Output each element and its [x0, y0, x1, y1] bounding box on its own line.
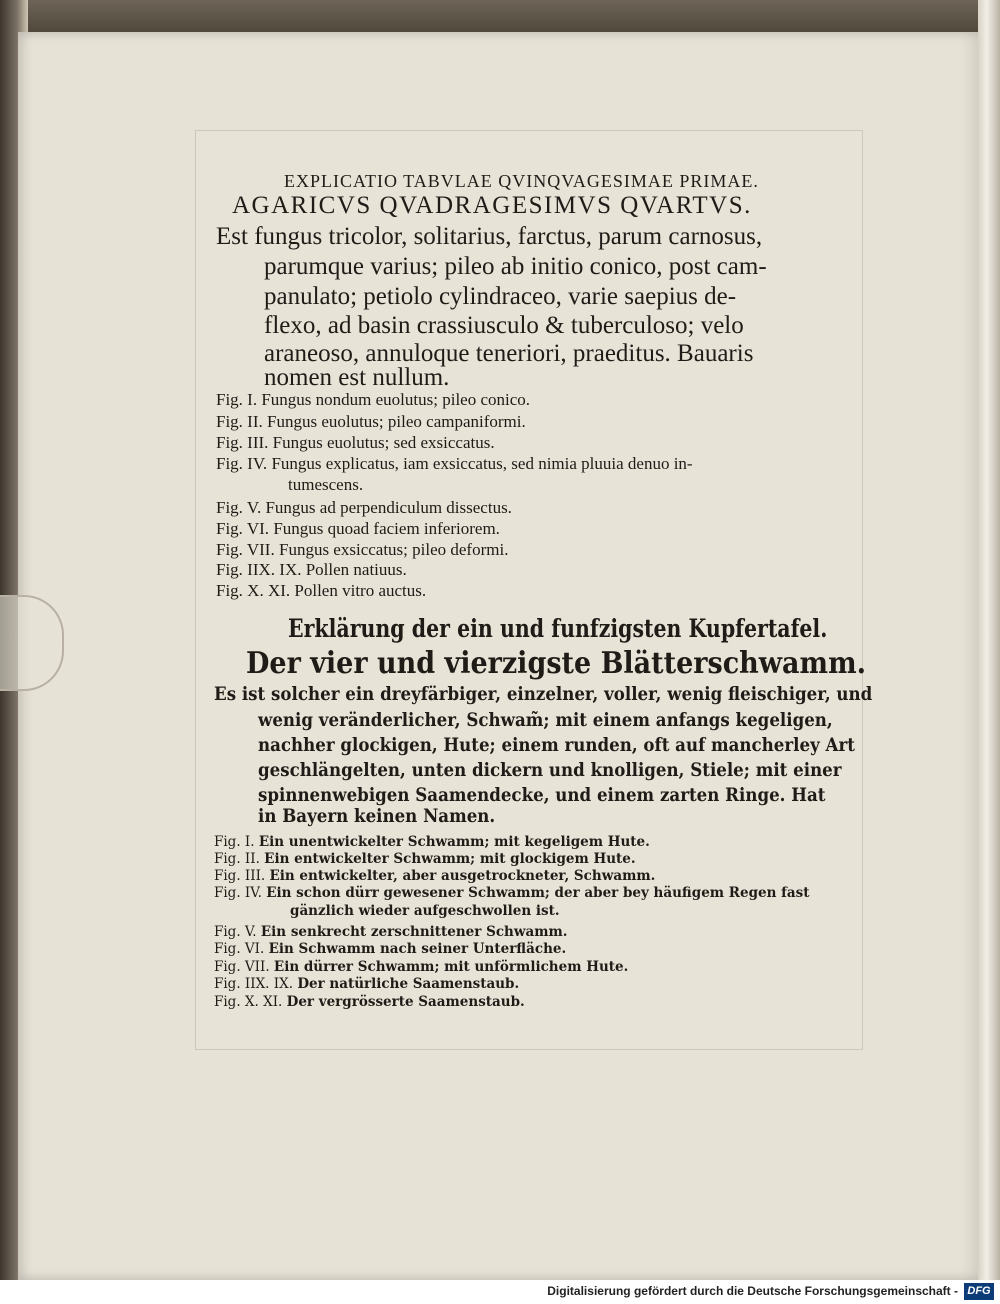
latin-fig-row — [216, 454, 693, 474]
german-fig-row — [214, 851, 636, 867]
german-fig-row — [214, 994, 525, 1010]
fig-label: Fig. IV. — [214, 885, 262, 901]
fig-text: Pollen vitro auctus. — [294, 581, 427, 600]
fig-text: gänzlich wieder aufgeschwollen ist. — [290, 903, 560, 919]
fig-label: Fig. V. — [216, 498, 262, 517]
fig-text: Der vergrösserte Saamenstaub. — [286, 994, 525, 1010]
latin-fig-row — [216, 540, 508, 560]
latin-paragraph-line: flexo, ad basin crassiusculo & tuberculoso; velo — [264, 312, 744, 339]
fig-text: Ein dürrer Schwamm; mit unförmlichem Hute. — [273, 959, 629, 975]
german-paragraph-line: wenig veränderlicher, Schwam̃; mit einem anfangs kegeligen, — [258, 710, 833, 731]
latin-fig-row — [216, 560, 407, 580]
latin-paragraph-line: nomen est nullum. — [264, 364, 450, 391]
fig-text: Fungus exsiccatus; pileo deformi. — [278, 540, 509, 559]
german-fig-row — [214, 941, 566, 957]
latin-paragraph-line: parumque varius; pileo ab initio conico, post cam- — [264, 253, 767, 280]
german-paragraph-line: nachher glockigen, Hute; einem runden, oft auf mancherley Art — [258, 735, 855, 756]
fig-label: Fig. VI. — [214, 941, 265, 957]
fig-text: Ein unentwickelter Schwamm; mit kegeligem Hute. — [258, 834, 650, 850]
fig-text: Pollen natiuus. — [305, 560, 407, 579]
german-fig-row — [214, 885, 810, 901]
latin-fig-row — [216, 498, 512, 518]
latin-fig-row — [216, 581, 426, 601]
fig-text: Fungus euolutus; pileo campaniformi. — [267, 412, 526, 431]
fig-text: Der natürliche Saamenstaub. — [297, 976, 520, 992]
fig-label: Fig. X. XI. — [216, 581, 291, 600]
latin-fig-row — [288, 475, 363, 495]
fig-label: Fig. VII. — [214, 959, 270, 975]
fig-text: Ein entwickelter, aber ausgetrockneter, Schwamm. — [269, 868, 656, 884]
fig-label: Fig. V. — [214, 924, 257, 940]
latin-paragraph-line: panulato; petiolo cylindraceo, varie saepius de- — [264, 283, 737, 310]
fig-text: Ein Schwamm nach seiner Unterfläche. — [268, 941, 567, 957]
latin-fig-row — [216, 433, 495, 453]
fig-label: Fig. I. — [214, 834, 255, 850]
german-fig-row — [214, 976, 519, 992]
footer-bar — [0, 1280, 1000, 1304]
page-edge — [978, 0, 1000, 1304]
german-fig-row — [214, 868, 655, 884]
latin-heading: AGARICVS QVADRAGESIMVS QVARTVS. — [232, 192, 752, 219]
latin-fig-row — [216, 412, 526, 432]
fig-text: Ein entwickelter Schwamm; mit glockigem Hute. — [264, 851, 636, 867]
latin-paragraph-line: araneoso, annuloque teneriori, praeditus. Bauaris — [264, 340, 754, 367]
fig-label: Fig. VII. — [216, 540, 275, 559]
fig-text: Fungus ad perpendiculum dissectus. — [265, 498, 512, 517]
fig-label: Fig. X. XI. — [214, 994, 283, 1010]
latin-title: EXPLICATIO TABVLAE QVINQVAGESIMAE PRIMAE. — [284, 171, 759, 191]
fig-label: Fig. VI. — [216, 519, 270, 538]
german-fig-row — [214, 834, 650, 850]
german-paragraph-line: geschlängelten, unten dickern und knolligen, Stiele; mit einer — [258, 760, 842, 781]
german-fig-row — [214, 924, 568, 940]
latin-fig-row — [216, 390, 530, 410]
fig-label: Fig. II. — [214, 851, 260, 867]
fig-text: Fungus nondum euolutus; pileo conico. — [261, 390, 531, 409]
fig-label: Fig. I. — [216, 390, 258, 409]
fig-label: Fig. III. — [216, 433, 269, 452]
german-paragraph-line: in Bayern keinen Namen. — [258, 806, 496, 827]
german-title: Erklärung der ein und funfzigsten Kupfertafel. — [288, 614, 828, 643]
fig-label: Fig. IV. — [216, 454, 268, 473]
german-paragraph-line: Es ist solcher ein dreyfärbiger, einzelner, voller, wenig fleischiger, und — [214, 684, 873, 705]
fig-text: Fungus euolutus; sed exsiccatus. — [272, 433, 495, 452]
dfg-logo-icon: DFG — [964, 1283, 994, 1300]
footer-credit: Digitalisierung gefördert durch die Deutsche Forschungsgemeinschaft - — [547, 1284, 958, 1298]
fig-label: Fig. III. — [214, 868, 266, 884]
scan-top-band — [0, 0, 1000, 36]
fig-text: Ein schon dürr gewesener Schwamm; der aber bey häufigem Regen fast — [266, 885, 810, 901]
fig-text: Ein senkrecht zerschnittener Schwamm. — [260, 924, 568, 940]
german-heading: Der vier und vierzigste Blätterschwamm. — [246, 646, 867, 681]
german-paragraph-line: spinnenwebigen Saamendecke, und einem zarten Ringe. Hat — [258, 785, 826, 806]
latin-paragraph-line: Est fungus tricolor, solitarius, farctus, parum carnosus, — [216, 223, 763, 250]
page-clip — [0, 595, 64, 691]
fig-label: Fig. II. — [216, 412, 263, 431]
fig-label: Fig. IIX. IX. — [214, 976, 294, 992]
german-fig-row — [290, 903, 560, 919]
german-fig-row — [214, 959, 628, 975]
fig-text: Fungus quoad faciem inferiorem. — [273, 519, 500, 538]
fig-text: Fungus explicatus, iam exsiccatus, sed nimia pluuia denuo in- — [271, 454, 693, 473]
fig-text: tumescens. — [288, 475, 364, 494]
latin-fig-row — [216, 519, 500, 539]
fig-label: Fig. IIX. IX. — [216, 560, 302, 579]
